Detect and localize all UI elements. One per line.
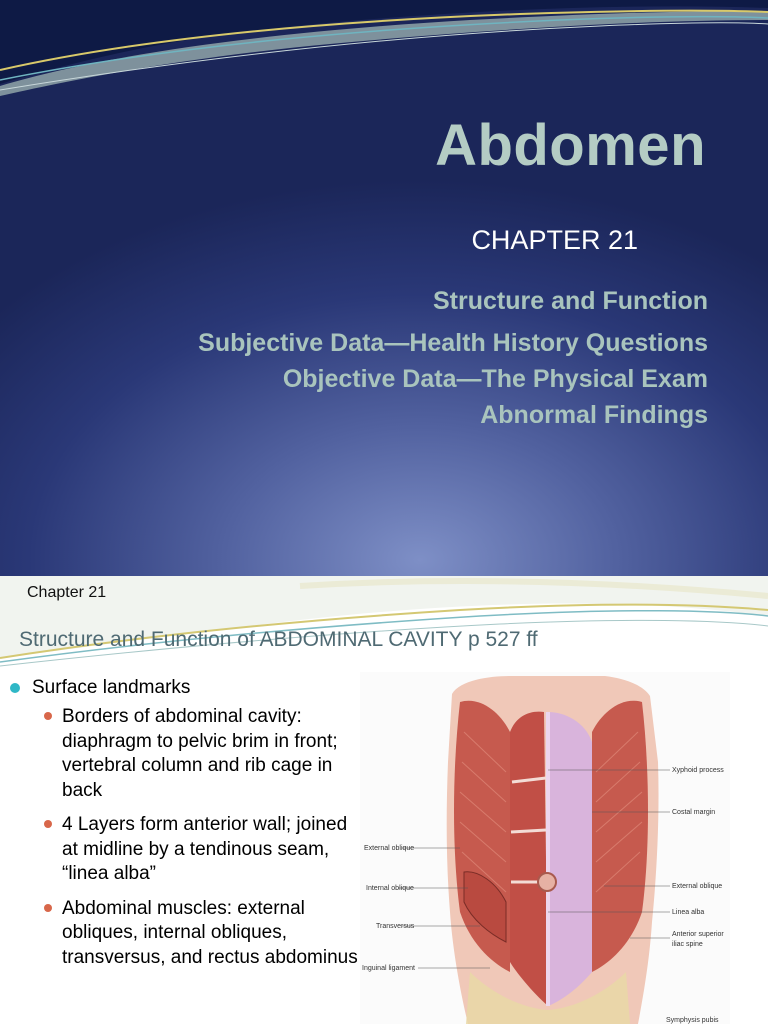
- wave-decoration-top: [0, 0, 768, 100]
- figure-label: Inguinal ligament: [362, 965, 415, 972]
- wave-decoration-header: [0, 576, 768, 676]
- topic-list: [198, 283, 708, 433]
- list-item: [8, 676, 358, 700]
- topic-item: Objective Data—The Physical Exam: [282, 365, 708, 393]
- slide-title: Abdomen: [435, 113, 706, 178]
- bullet-dot-icon: [44, 712, 52, 720]
- bullet-text: Surface landmarks: [32, 677, 191, 698]
- abdominal-muscles-illustration: [360, 672, 730, 1024]
- chapter-tag: Chapter 21: [27, 584, 107, 601]
- list-item: [8, 705, 358, 803]
- anatomy-figure: [360, 672, 730, 1024]
- topic-item: Abnormal Findings: [480, 401, 708, 429]
- topic-item: Structure and Function: [433, 287, 708, 315]
- bullet-list: [8, 676, 358, 980]
- slide-heading: Structure and Function of ABDOMINAL CAVITY p 527 ff: [19, 628, 538, 651]
- figure-label: Costal margin: [672, 809, 716, 816]
- figure-label: Anterior superior: [672, 931, 724, 938]
- figure-label: Xyphoid process: [672, 767, 724, 774]
- figure-label: External oblique: [672, 883, 723, 890]
- list-item: [8, 813, 358, 887]
- list-item: [8, 897, 358, 971]
- bullet-dot-icon: [10, 683, 20, 693]
- bullet-dot-icon: [44, 904, 52, 912]
- figure-label: Symphysis pubis: [666, 1017, 719, 1024]
- topic-item: Subjective Data—Health History Questions: [198, 329, 708, 357]
- figure-label: External oblique: [364, 845, 415, 852]
- figure-label: Transversus: [376, 923, 415, 930]
- figure-label: Linea alba: [672, 909, 705, 916]
- chapter-label: CHAPTER 21: [471, 225, 638, 255]
- sub-bullet-text: 4 Layers form anterior wall; joined at midline by a tendinous seam, “linea alba”: [62, 814, 348, 884]
- sub-bullet-text: Borders of abdominal cavity: diaphragm to pelvic brim in front; vertebral column and rib cage in back: [62, 706, 338, 801]
- sub-bullet-text: Abdominal muscles: external obliques, internal obliques, transversus, and rectus abdominus: [62, 897, 358, 968]
- bullet-dot-icon: [44, 820, 52, 828]
- figure-label: Internal oblique: [366, 885, 414, 892]
- content-slide: [0, 576, 768, 1024]
- figure-label: iliac spine: [672, 941, 703, 948]
